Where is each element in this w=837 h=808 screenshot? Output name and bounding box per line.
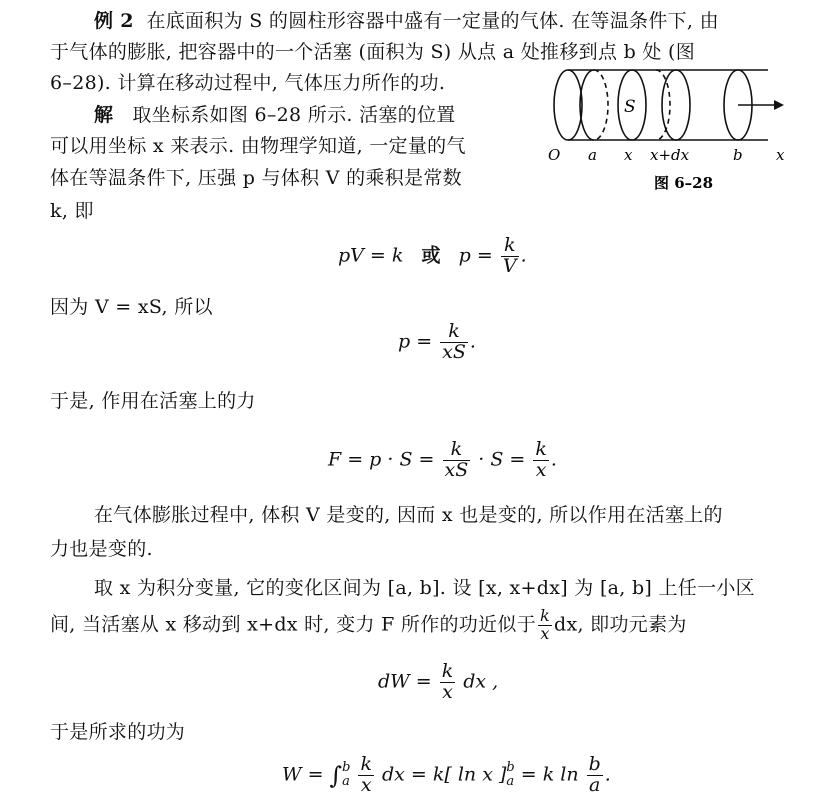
- label-x: x: [624, 146, 633, 164]
- eq5-den: x: [360, 773, 372, 796]
- label-xdx: x+dx: [650, 146, 690, 164]
- integral-lower: a: [342, 774, 350, 790]
- eq5-num: k: [360, 753, 372, 775]
- eq4-fraction: [440, 662, 456, 703]
- dashed-position-x: [656, 70, 670, 140]
- eq3-num1: k: [443, 440, 471, 461]
- paragraph-2-line-1: 取 x 为积分变量, 它的变化区间为 [a, b]. 设 [x, x+dx] 为 [a, b] 上任一小区: [94, 577, 755, 599]
- dashed-position-a: [594, 70, 608, 140]
- equation-2: p = $\frac{k}{xS}$ .: [398, 320, 476, 363]
- eq4-den: x: [442, 680, 453, 703]
- eq3-num2: k: [535, 438, 547, 460]
- eq5-end: .: [604, 763, 611, 786]
- eq1-num: k: [501, 236, 519, 257]
- paragraph-1-line-1: 在气体膨胀过程中, 体积 V 是变的, 因而 x 也是变的, 所以作用在活塞上的: [94, 504, 723, 526]
- eq3-end: .: [550, 448, 557, 471]
- eq3-fraction-2: [533, 440, 549, 481]
- eq1-den: V: [502, 254, 517, 277]
- eq5-fraction-2: [587, 755, 603, 796]
- p2-line2-text-a: 间, 当活塞从 x 移动到 x+dx 时, 变力 F 所作的功近似于: [50, 613, 537, 636]
- force-intro-line: 于是, 作用在活塞上的力: [50, 390, 256, 412]
- integral-upper: b: [342, 760, 351, 776]
- solution-line-3: 体在等温条件下, 压强 p 与体积 V 的乘积是常数: [50, 167, 462, 189]
- integral-sign: ∫: [329, 761, 343, 790]
- eq5-den2: a: [589, 773, 601, 796]
- example-text-1: 在底面积为 S 的圆柱形容器中盛有一定量的气体. 在等温条件下, 由: [146, 10, 719, 32]
- eq5-num2: b: [588, 753, 601, 775]
- eq2-num: k: [440, 322, 468, 343]
- label-axis-x: x: [776, 146, 785, 164]
- example-line-1: [94, 6, 719, 33]
- example-label: 例 2: [94, 10, 134, 32]
- label-a: a: [588, 146, 597, 164]
- piston-xdx: [662, 70, 690, 140]
- p2-frac-num: k: [540, 606, 551, 625]
- equation-5: [282, 755, 611, 796]
- paragraph-1-line-2: 力也是变的.: [50, 538, 153, 560]
- eq4-num: k: [441, 660, 454, 682]
- eq5-left: W =: [282, 763, 324, 786]
- example-line-3: 6–28). 计算在移动过程中, 气体压力所作的功.: [50, 72, 446, 94]
- integral-limits: [342, 761, 350, 790]
- label-s: S: [624, 97, 636, 117]
- eq1-fraction: [501, 236, 519, 277]
- solution-line-1: [94, 100, 456, 127]
- eq1-left: pV = k: [338, 244, 404, 267]
- equation-4: [378, 662, 498, 703]
- eq1-p: p =: [458, 244, 493, 267]
- eq4-right: dx ,: [463, 670, 499, 693]
- paragraph-2-line-2: [50, 608, 687, 643]
- p2-line2-text-b: dx, 即功元素为: [554, 613, 687, 636]
- label-o: O: [548, 146, 561, 164]
- equation-1: pV = k 或 p = $\frac{k}{V}$ .: [338, 234, 527, 277]
- eq2-p: p =: [398, 330, 433, 353]
- figure-caption: 图 6–28: [654, 174, 714, 192]
- arrow-head: [774, 100, 784, 110]
- bracket-upper: b: [506, 760, 515, 776]
- eq5-log: = k ln: [520, 763, 579, 786]
- work-intro-line: 于是所求的功为: [50, 721, 186, 743]
- eq2-fraction: [440, 322, 468, 363]
- eq3-den2: x: [535, 458, 547, 481]
- eq3-mid: · S =: [478, 448, 526, 471]
- equation-3: [328, 440, 557, 481]
- solution-text-1: 取坐标系如图 6–28 所示. 活塞的位置: [132, 104, 456, 126]
- p2-frac-den: x: [540, 623, 550, 643]
- eq2-den: xS: [442, 340, 466, 363]
- cylinder-figure: [528, 60, 798, 195]
- bracket-lower: a: [506, 774, 515, 790]
- example-line-2: 于气体的膨胀, 把容器中的一个活塞 (面积为 S) 从点 a 处推移到点 b 处 (图: [50, 41, 696, 63]
- label-b: b: [733, 146, 743, 164]
- solution-label: 解: [94, 104, 114, 126]
- since-line: 因为 V = xS, 所以: [50, 296, 213, 318]
- eq3-fraction-1: [443, 440, 471, 481]
- eq3-left: F = p · S =: [328, 448, 435, 471]
- eq4-left: dW =: [378, 670, 432, 693]
- cylinder-left-end: [554, 70, 582, 140]
- eq3-den1: xS: [444, 458, 469, 481]
- eq5-fraction-1: [358, 755, 374, 796]
- solution-line-2: 可以用坐标 x 来表示. 由物理学知道, 一定量的气: [50, 135, 466, 157]
- solution-line-4: k, 即: [50, 200, 94, 222]
- eq1-or: 或: [421, 244, 441, 267]
- p2-fraction: [538, 608, 552, 643]
- bracket-limits: [506, 761, 514, 790]
- eq5-mid: dx = k[ ln x ]: [382, 763, 507, 786]
